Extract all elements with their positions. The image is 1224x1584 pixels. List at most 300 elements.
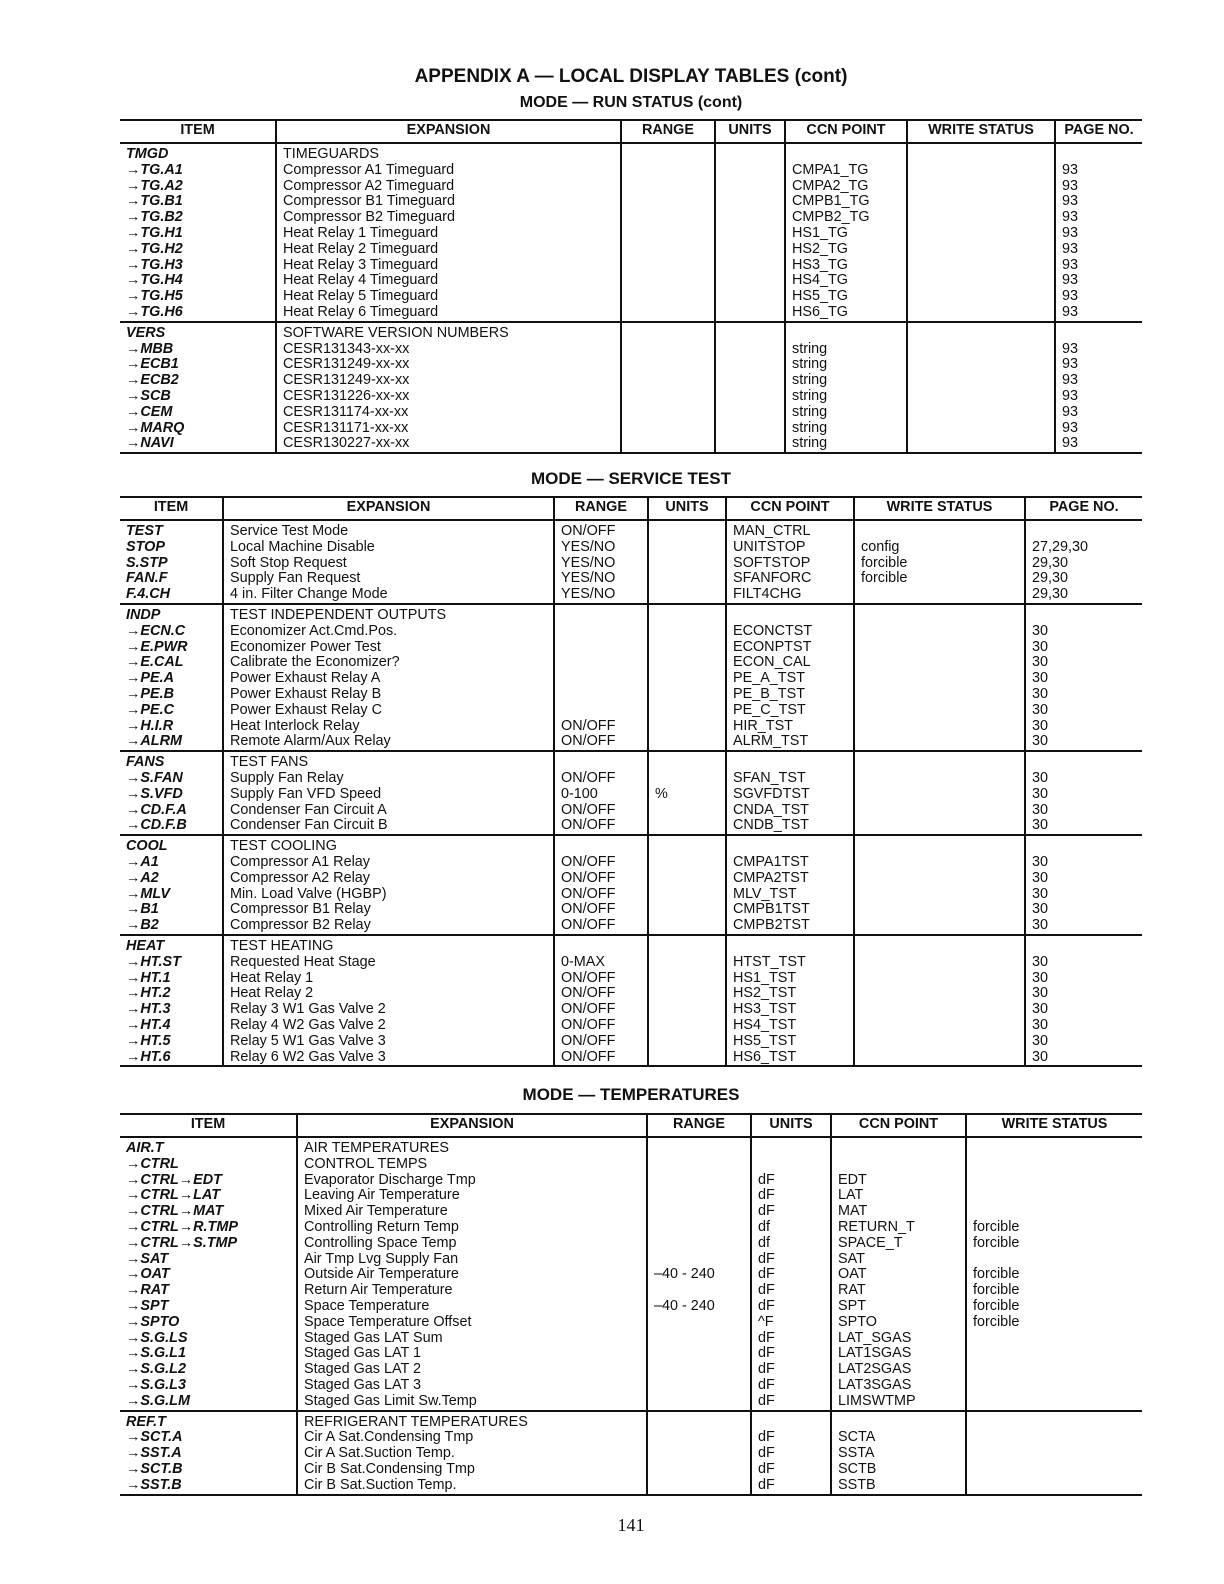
row-group <box>120 322 1142 453</box>
table-cell: 30 <box>1025 1002 1142 1018</box>
row-group <box>120 751 1142 835</box>
table-row <box>120 1378 1142 1394</box>
table-cell: 93 <box>1055 357 1142 373</box>
table-cell <box>621 273 715 289</box>
table-cell <box>648 871 726 887</box>
table-cell <box>907 322 1055 342</box>
item-cell: →TG.A2 <box>126 178 183 194</box>
item-cell: COOL <box>120 835 223 855</box>
table-cell <box>621 322 715 342</box>
table-cell <box>648 624 726 640</box>
table-cell: string <box>785 389 907 405</box>
table-row <box>120 687 1142 703</box>
item-cell: →MLV <box>126 886 170 902</box>
table-cell <box>554 751 648 771</box>
table-cell <box>907 389 1055 405</box>
table-cell <box>648 687 726 703</box>
table-cell: RAT <box>831 1283 966 1299</box>
table-cell: dF <box>751 1378 831 1394</box>
table-cell <box>621 357 715 373</box>
table-cell <box>966 1188 1142 1204</box>
table-cell: SPTO <box>831 1315 966 1331</box>
table-cell: ON/OFF <box>554 986 648 1002</box>
table-row <box>120 1462 1142 1478</box>
table-cell: ON/OFF <box>554 871 648 887</box>
table-row <box>120 655 1142 671</box>
table-cell: Compressor B1 Relay <box>223 902 554 918</box>
table-cell: –40 - 240 <box>647 1299 751 1315</box>
table-cell <box>648 1002 726 1018</box>
table-cell: Economizer Power Test <box>223 640 554 656</box>
table-cell: df <box>751 1220 831 1236</box>
table-cell <box>907 226 1055 242</box>
table-cell <box>966 1462 1142 1478</box>
table-row <box>120 357 1142 373</box>
table-cell: 30 <box>1025 687 1142 703</box>
table-cell <box>966 1346 1142 1362</box>
table-cell: SPACE_T <box>831 1236 966 1252</box>
column-header: WRITE STATUS <box>854 497 1025 520</box>
table-cell <box>751 1411 831 1431</box>
table-cell <box>854 871 1025 887</box>
table-cell: Power Exhaust Relay B <box>223 687 554 703</box>
table-row <box>120 1050 1142 1067</box>
table-row <box>120 719 1142 735</box>
table-cell: 30 <box>1025 955 1142 971</box>
table-cell: PE_A_TST <box>726 671 854 687</box>
table-cell: CESR131174-xx-xx <box>276 405 621 421</box>
table-cell: 93 <box>1055 305 1142 322</box>
table-cell <box>1055 322 1142 342</box>
table-cell: Air Tmp Lvg Supply Fan <box>297 1252 647 1268</box>
table-cell <box>647 1462 751 1478</box>
table-cell <box>648 640 726 656</box>
table-cell <box>966 1173 1142 1189</box>
column-header: CCN POINT <box>785 120 907 143</box>
table-cell: ON/OFF <box>554 719 648 735</box>
item-cell: →ECB1 <box>126 357 179 373</box>
table-cell <box>621 163 715 179</box>
item-cell: →B2 <box>126 918 159 934</box>
run-status-title: MODE — RUN STATUS (cont) <box>519 94 743 111</box>
table-cell: Heat Relay 1 <box>223 971 554 987</box>
table-cell <box>1025 751 1142 771</box>
item-cell: TMGD <box>126 146 169 162</box>
table-cell: Service Test Mode <box>223 520 554 540</box>
table-cell: HS3_TG <box>785 258 907 274</box>
table-cell: CMPA1TST <box>726 855 854 871</box>
table-cell: 30 <box>1025 803 1142 819</box>
table-cell: Heat Interlock Relay <box>223 719 554 735</box>
table-cell: HS5_TST <box>726 1034 854 1050</box>
table-cell <box>554 624 648 640</box>
table-row <box>120 887 1142 903</box>
table-row <box>120 1188 1142 1204</box>
table-cell: Compressor B1 Timeguard <box>276 194 621 210</box>
table-cell <box>648 855 726 871</box>
table-cell <box>621 258 715 274</box>
table-cell: 93 <box>1055 405 1142 421</box>
table-cell <box>1025 935 1142 955</box>
table-cell <box>854 734 1025 751</box>
table-cell: Compressor A1 Timeguard <box>276 163 621 179</box>
item-cell: VERS <box>120 322 276 342</box>
table-cell: 93 <box>1055 242 1142 258</box>
table-cell <box>907 273 1055 289</box>
table-cell <box>715 373 785 389</box>
table-cell: 30 <box>1025 971 1142 987</box>
table-cell: RETURN_T <box>831 1220 966 1236</box>
table-cell <box>854 640 1025 656</box>
column-header: CCN POINT <box>726 497 854 520</box>
table-cell <box>715 226 785 242</box>
table-cell <box>648 703 726 719</box>
table-row <box>120 1411 1142 1431</box>
table-cell: dF <box>751 1462 831 1478</box>
table-cell <box>648 971 726 987</box>
table-cell <box>647 1411 751 1431</box>
table-cell: Supply Fan Relay <box>223 771 554 787</box>
table-cell <box>621 210 715 226</box>
table-row <box>120 640 1142 656</box>
table-cell <box>648 556 726 572</box>
table-cell: SOFTWARE VERSION NUMBERS <box>276 322 621 342</box>
table-row <box>120 935 1142 955</box>
temperatures-table <box>120 1113 1142 1496</box>
table-cell: HS4_TG <box>785 273 907 289</box>
table-cell: Compressor B2 Timeguard <box>276 210 621 226</box>
table-cell <box>621 421 715 437</box>
table-cell: 29,30 <box>1025 571 1142 587</box>
table-cell: 30 <box>1025 703 1142 719</box>
table-row <box>120 803 1142 819</box>
table-cell: ON/OFF <box>554 1018 648 1034</box>
header-row <box>120 1114 1142 1137</box>
table-cell <box>648 587 726 604</box>
table-cell: Relay 6 W2 Gas Valve 3 <box>223 1050 554 1067</box>
table-row <box>120 955 1142 971</box>
table-cell: CESR131249-xx-xx <box>276 373 621 389</box>
table-cell <box>621 436 715 453</box>
table-cell: 30 <box>1025 671 1142 687</box>
table-cell <box>621 389 715 405</box>
table-cell: Staged Gas LAT 1 <box>297 1346 647 1362</box>
table-cell: forcible <box>966 1220 1142 1236</box>
table-cell: Compressor A2 Timeguard <box>276 179 621 195</box>
table-cell: Cir B Sat.Suction Temp. <box>297 1478 647 1495</box>
table-cell <box>715 179 785 195</box>
table-cell: 30 <box>1025 902 1142 918</box>
table-cell <box>907 421 1055 437</box>
table-cell: Power Exhaust Relay A <box>223 671 554 687</box>
item-cell: →MBB <box>126 341 174 357</box>
table-cell <box>647 1331 751 1347</box>
item-cell: →SPT <box>126 1298 169 1314</box>
table-cell <box>854 520 1025 540</box>
item-cell: →S.VFD <box>126 786 183 802</box>
header-row <box>120 120 1142 143</box>
table-cell <box>647 1188 751 1204</box>
table-cell <box>648 1034 726 1050</box>
table-cell <box>854 986 1025 1002</box>
table-cell: dF <box>751 1204 831 1220</box>
table-cell: dF <box>751 1430 831 1446</box>
table-row <box>120 1236 1142 1252</box>
table-cell <box>648 671 726 687</box>
table-cell: ALRM_TST <box>726 734 854 751</box>
row-group <box>120 1411 1142 1495</box>
table-row <box>120 540 1142 556</box>
table-cell: Remote Alarm/Aux Relay <box>223 734 554 751</box>
row-group <box>120 604 1142 751</box>
table-cell <box>715 436 785 453</box>
item-cell: →TG.H4 <box>126 273 183 289</box>
table-cell: ON/OFF <box>554 902 648 918</box>
table-cell <box>648 771 726 787</box>
table-cell <box>854 918 1025 935</box>
table-row <box>120 1018 1142 1034</box>
table-cell <box>854 703 1025 719</box>
table-row <box>120 520 1142 540</box>
item-cell: →PE.A <box>126 671 174 687</box>
table-cell <box>715 322 785 342</box>
table-cell <box>648 751 726 771</box>
table-cell: 30 <box>1025 719 1142 735</box>
table-cell: Heat Relay 2 <box>223 986 554 1002</box>
table-row <box>120 624 1142 640</box>
table-cell: forcible <box>966 1299 1142 1315</box>
table-cell <box>647 1346 751 1362</box>
table-cell <box>621 242 715 258</box>
table-cell: 0-MAX <box>554 955 648 971</box>
table-cell: Staged Gas LAT 2 <box>297 1362 647 1378</box>
table-cell: AIR TEMPERATURES <box>297 1137 647 1157</box>
table-cell <box>648 520 726 540</box>
table-cell: TIMEGUARDS <box>276 143 621 163</box>
table-cell <box>621 342 715 358</box>
table-cell: ON/OFF <box>554 971 648 987</box>
table-cell <box>648 1018 726 1034</box>
table-cell <box>907 210 1055 226</box>
table-cell: HIR_TST <box>726 719 854 735</box>
item-cell: FAN.F <box>126 571 168 587</box>
table-cell <box>966 1378 1142 1394</box>
table-cell <box>648 918 726 935</box>
table-cell: LAT_SGAS <box>831 1331 966 1347</box>
table-cell: Evaporator Discharge Tmp <box>297 1173 647 1189</box>
table-cell: 27,29,30 <box>1025 540 1142 556</box>
table-cell: CMPA2TST <box>726 871 854 887</box>
table-cell: FILT4CHG <box>726 587 854 604</box>
table-cell <box>907 436 1055 453</box>
table-cell <box>647 1220 751 1236</box>
item-cell: →S.FAN <box>126 770 183 786</box>
table-cell <box>648 734 726 751</box>
table-cell: SPT <box>831 1299 966 1315</box>
table-cell <box>854 902 1025 918</box>
table-cell <box>751 1157 831 1173</box>
item-cell: AIR.T <box>126 1140 164 1156</box>
table-cell <box>854 855 1025 871</box>
table-row <box>120 1283 1142 1299</box>
item-cell: →PE.B <box>126 686 174 702</box>
table-row <box>120 163 1142 179</box>
item-cell: →SCB <box>126 388 171 404</box>
item-cell: →HT.5 <box>126 1033 171 1049</box>
table-row <box>120 322 1142 342</box>
table-cell <box>648 835 726 855</box>
table-cell: CONTROL TEMPS <box>297 1157 647 1173</box>
table-cell <box>751 1137 831 1157</box>
table-cell <box>854 887 1025 903</box>
table-cell <box>648 571 726 587</box>
table-cell: ^F <box>751 1315 831 1331</box>
table-cell <box>966 1137 1142 1157</box>
item-cell: →HT.6 <box>120 1050 223 1067</box>
row-group <box>120 143 1142 322</box>
item-cell: →PE.C <box>126 702 174 718</box>
row-group <box>120 1137 1142 1411</box>
item-cell: →A1 <box>126 854 159 870</box>
column-header: PAGE NO. <box>1025 497 1142 520</box>
table-cell: UNITSTOP <box>726 540 854 556</box>
table-cell: ON/OFF <box>554 1002 648 1018</box>
table-cell <box>907 342 1055 358</box>
temperatures-title: MODE — TEMPERATURES <box>522 1085 740 1104</box>
table-cell: dF <box>751 1188 831 1204</box>
table-cell: ECONCTST <box>726 624 854 640</box>
table-cell <box>621 373 715 389</box>
table-cell: 93 <box>1055 258 1142 274</box>
table-cell: 93 <box>1055 373 1142 389</box>
column-header: ITEM <box>120 120 276 143</box>
item-cell: →SCT.A <box>126 1430 183 1446</box>
column-header: RANGE <box>554 497 648 520</box>
table-row <box>120 835 1142 855</box>
table-row <box>120 571 1142 587</box>
table-cell: PE_C_TST <box>726 703 854 719</box>
table-cell <box>621 305 715 322</box>
item-cell: →TG.B2 <box>126 210 183 226</box>
table-cell: HS2_TST <box>726 986 854 1002</box>
table-cell: 29,30 <box>1025 556 1142 572</box>
table-cell: ON/OFF <box>554 1034 648 1050</box>
table-cell <box>647 1157 751 1173</box>
table-row <box>120 1362 1142 1378</box>
table-cell: string <box>785 357 907 373</box>
table-cell: SAT <box>831 1252 966 1268</box>
table-cell <box>648 803 726 819</box>
table-cell <box>648 655 726 671</box>
table-cell <box>715 421 785 437</box>
table-cell <box>554 604 648 624</box>
item-cell: →MARQ <box>126 420 185 436</box>
item-cell: →OAT <box>126 1267 170 1283</box>
table-cell <box>648 604 726 624</box>
item-cell: →A2 <box>126 870 159 886</box>
table-cell <box>907 143 1055 163</box>
item-cell: →S.G.L1 <box>126 1346 186 1362</box>
column-header: ITEM <box>120 1114 297 1137</box>
table-cell: Compressor A2 Relay <box>223 871 554 887</box>
table-row <box>120 587 1142 604</box>
table-cell <box>715 389 785 405</box>
item-cell: HEAT <box>120 935 223 955</box>
table-cell: forcible <box>854 556 1025 572</box>
table-cell <box>854 655 1025 671</box>
table-cell <box>715 405 785 421</box>
table-cell: MAN_CTRL <box>726 520 854 540</box>
table-cell: 93 <box>1055 226 1142 242</box>
table-cell: dF <box>751 1252 831 1268</box>
table-cell <box>554 935 648 955</box>
table-row <box>120 305 1142 322</box>
table-cell: 30 <box>1025 655 1142 671</box>
table-cell: OAT <box>831 1267 966 1283</box>
table-cell <box>647 1446 751 1462</box>
item-cell: →SST.B <box>120 1478 297 1495</box>
item-cell: INDP <box>120 604 223 624</box>
table-cell <box>1055 143 1142 163</box>
table-cell: Relay 4 W2 Gas Valve 2 <box>223 1018 554 1034</box>
table-cell: SGVFDTST <box>726 787 854 803</box>
header-row <box>120 497 1142 520</box>
table-cell <box>554 655 648 671</box>
item-cell: →TG.A1 <box>126 162 183 178</box>
item-cell: →NAVI <box>120 436 276 453</box>
table-cell: 30 <box>1025 871 1142 887</box>
table-cell: MAT <box>831 1204 966 1220</box>
table-cell <box>907 194 1055 210</box>
item-cell: →CEM <box>126 404 173 420</box>
table-cell <box>621 405 715 421</box>
item-cell: →SST.A <box>126 1446 182 1462</box>
table-cell <box>715 194 785 210</box>
table-cell: MLV_TST <box>726 887 854 903</box>
table-cell: config <box>854 540 1025 556</box>
table-row <box>120 818 1142 835</box>
column-header: WRITE STATUS <box>907 120 1055 143</box>
table-cell: Heat Relay 4 Timeguard <box>276 273 621 289</box>
table-cell <box>715 342 785 358</box>
table-cell <box>647 1315 751 1331</box>
table-cell: Cir B Sat.Condensing Tmp <box>297 1462 647 1478</box>
item-cell: →CTRL→R.TMP <box>126 1219 238 1235</box>
table-row <box>120 226 1142 242</box>
table-row <box>120 971 1142 987</box>
table-cell: Power Exhaust Relay C <box>223 703 554 719</box>
table-cell <box>854 1034 1025 1050</box>
table-cell: forcible <box>966 1267 1142 1283</box>
table-cell <box>715 305 785 322</box>
table-cell: SCTB <box>831 1462 966 1478</box>
table-row <box>120 871 1142 887</box>
table-cell <box>621 226 715 242</box>
item-cell: →S.G.L3 <box>126 1377 186 1393</box>
table-cell: dF <box>751 1394 831 1411</box>
item-cell: →TG.H6 <box>126 304 183 320</box>
table-cell: Mixed Air Temperature <box>297 1204 647 1220</box>
table-cell: dF <box>751 1446 831 1462</box>
table-cell: 30 <box>1025 771 1142 787</box>
table-cell <box>554 703 648 719</box>
table-cell <box>854 624 1025 640</box>
table-cell: string <box>785 405 907 421</box>
table-cell <box>647 1204 751 1220</box>
table-cell <box>648 818 726 835</box>
item-cell: →CD.F.B <box>126 818 187 834</box>
row-group <box>120 835 1142 935</box>
